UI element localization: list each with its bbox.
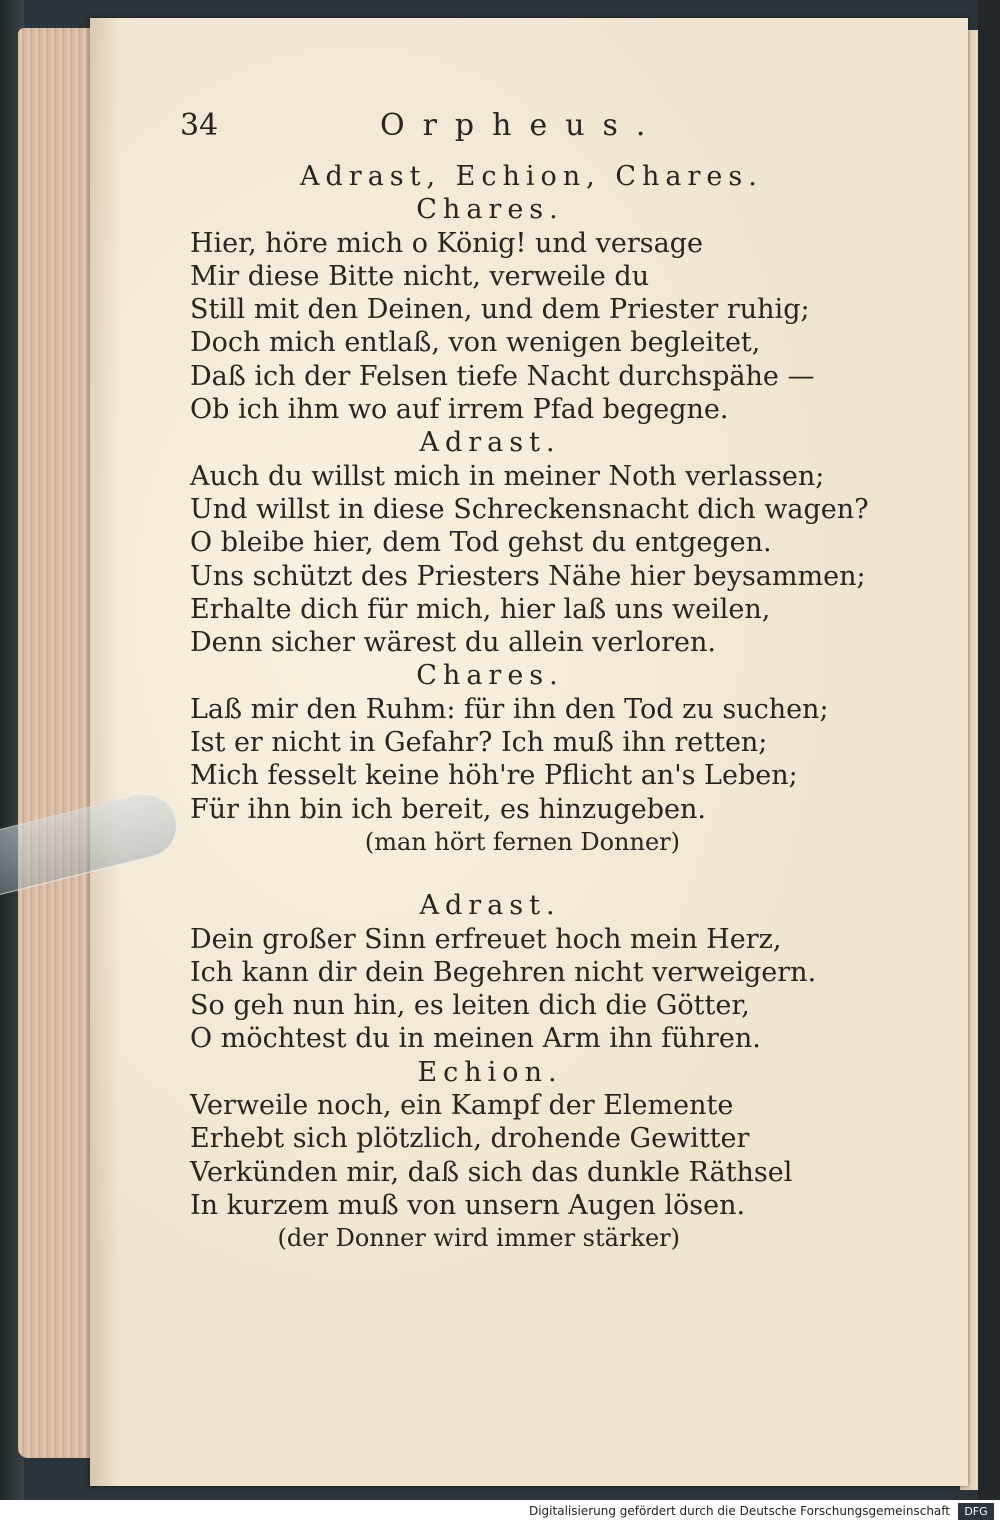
verse-line: Verkünden mir, daß sich das dunkle Räthsel <box>190 1156 793 1188</box>
text-block <box>190 160 869 1256</box>
verse-line: Erhalte dich für mich, hier laß uns weilen, <box>190 593 771 625</box>
verse-line: Ich kann dir dein Begehren nicht verweigern. <box>190 956 817 988</box>
verse-line: Ob ich ihm wo auf irrem Pfad begegne. <box>190 394 729 426</box>
running-title: Orpheus. <box>380 108 664 143</box>
verse-line: Erhebt sich plötzlich, drohende Gewitter <box>190 1123 750 1155</box>
verse-line: Doch mich entlaß, von wenigen begleitet, <box>190 327 761 359</box>
speaker-name: Adrast, Echion, Chares. <box>300 161 763 192</box>
verse-line: Mich fesselt keine höh're Pflicht an's Leben; <box>190 760 798 792</box>
footer-band <box>0 1500 1000 1524</box>
verse-line: Still mit den Deinen, und dem Priester ruhig; <box>190 294 810 326</box>
verse-line: Ist er nicht in Gefahr? Ich muß ihn retten; <box>190 727 768 759</box>
verse-line: Dein großer Sinn erfreuet hoch mein Herz, <box>190 923 782 955</box>
verse-line: Hier, höre mich o König! und versage <box>190 227 703 259</box>
dfg-logo: DFG <box>958 1503 994 1520</box>
page-edges <box>18 28 98 1458</box>
verse-line: Daß ich der Felsen tiefe Nacht durchspähe — <box>190 360 815 392</box>
speaker-name: Chares. <box>416 660 564 692</box>
stage-direction: (der Donner wird immer stärker) <box>277 1224 680 1253</box>
verse-line: Uns schützt des Priesters Nähe hier beysammen; <box>190 560 866 592</box>
verse-line: Für ihn bin ich bereit, es hinzugeben. <box>190 793 706 825</box>
speaker-name: Chares. <box>416 194 564 226</box>
verse-line: So geh nun hin, es leiten dich die Götter, <box>190 990 750 1022</box>
footer-credit: Digitalisierung gefördert durch die Deutsche Forschungsgemeinschaft <box>528 1504 950 1518</box>
verse-line: In kurzem muß von unsern Augen lösen. <box>190 1189 746 1221</box>
stage-direction: (man hört fernen Donner) <box>364 827 680 856</box>
spacer <box>190 859 790 889</box>
verse-line: Denn sicher wärest du allein verloren. <box>190 627 716 659</box>
verse-line: Mir diese Bitte nicht, verweile du <box>190 260 650 292</box>
page-number: 34 <box>180 108 219 143</box>
verse-line: O möchtest du in meinen Arm ihn führen. <box>190 1023 761 1055</box>
verse-line: Verweile noch, ein Kampf der Elemente <box>190 1090 734 1122</box>
speaker-name: Adrast. <box>419 427 561 459</box>
verse-line: Und willst in diese Schreckensnacht dich wagen? <box>190 493 869 525</box>
verse-line: O bleibe hier, dem Tod gehst du entgegen. <box>190 527 772 559</box>
speaker-name: Echion. <box>417 1056 563 1088</box>
speaker-name: Adrast. <box>419 890 561 922</box>
right-binding <box>978 0 1000 1500</box>
verse-line: Auch du willst mich in meiner Noth verlassen; <box>190 460 825 492</box>
page-header <box>180 108 800 148</box>
verse-line: Laß mir den Ruhm: für ihn den Tod zu suchen; <box>190 693 829 725</box>
